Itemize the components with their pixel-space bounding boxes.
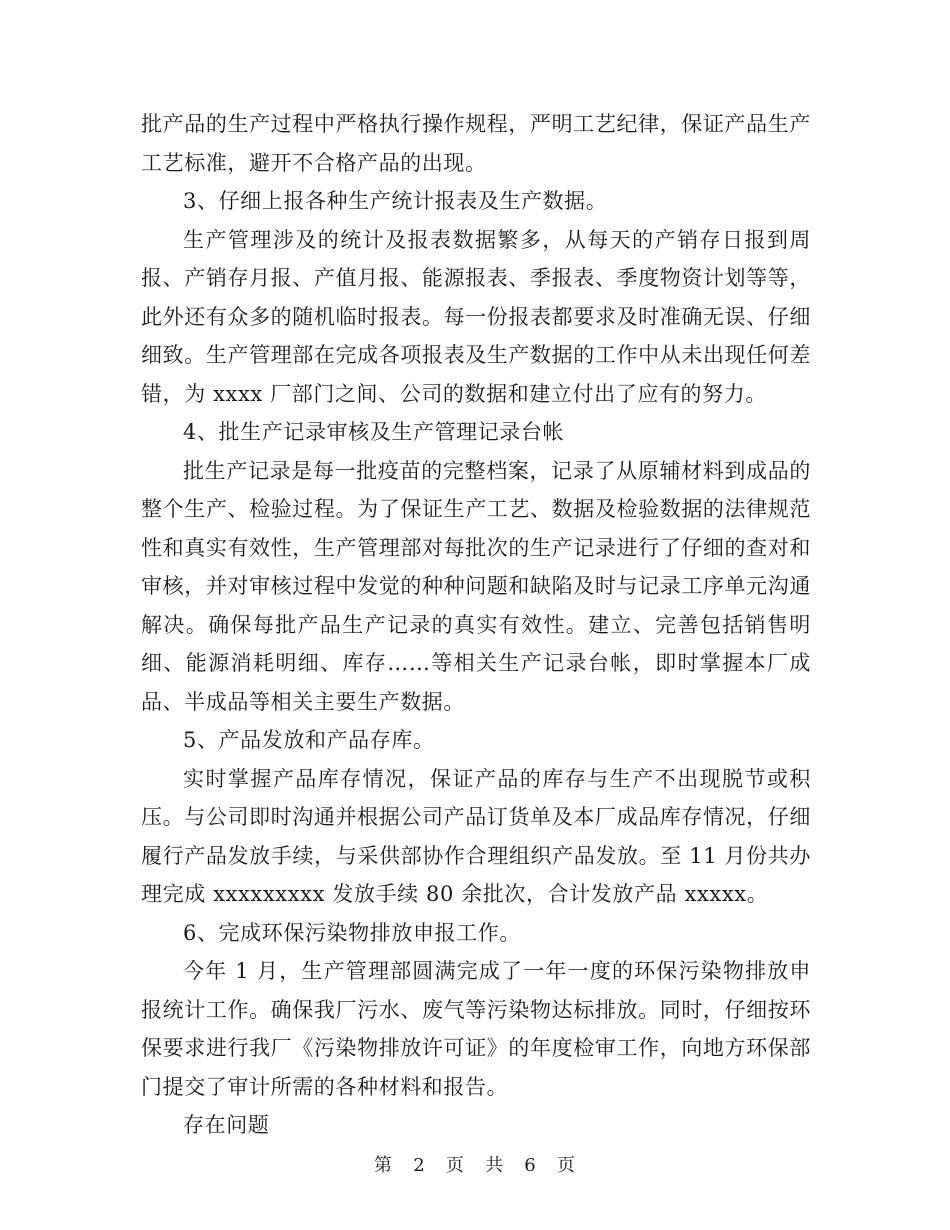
section-heading-problems: 存在问题	[183, 1113, 270, 1137]
footer-prefix: 第	[374, 1155, 394, 1176]
footer-page-word: 页	[445, 1155, 465, 1176]
section-heading-3: 3、仔细上报各种生产统计报表及生产数据。	[183, 189, 608, 213]
footer-total-pages: 6	[524, 1155, 537, 1176]
paragraph-statistics: 生产管理涉及的统计及报表数据繁多，从每天的产销存日报到周报、产销存月报、产值月报、能源报表、季报表、季度物资计划等等，此外还有众多的随机临时报表。每一份报表都要求及时准确无误、仔细细致。生产管理部在完成各项报表及生产数据的工作中从未出现任何差错，为 xxxx 厂部门之间、公司的数据和建立付出了应有的努力。	[141, 227, 811, 406]
document-body	[141, 105, 811, 1145]
footer-total-word: 共	[485, 1155, 505, 1176]
section-heading-6: 6、完成环保污染物排放申报工作。	[183, 920, 521, 945]
paragraph-environmental: 今年 1 月，生产管理部圆满完成了一年一度的环保污染物排放申报统计工作。确保我厂污水、废气等污染物达标排放。同时，仔细按环保要求进行我厂《污染物排放许可证》的年度检审工作，向地方环保部门提交了审计所需的各种材料和报告。	[141, 959, 811, 1099]
section-heading-4: 4、批生产记录审核及生产管理记录台帐	[183, 420, 565, 444]
paragraph-batch-records: 批生产记录是每一批疫苗的完整档案，记录了从原辅材料到成品的整个生产、检验过程。为了保证生产工艺、数据及检验数据的法律规范性和真实有效性，生产管理部对每批次的生产记录进行了仔细的查对和审核，并对审核过程中发觉的种种问题和缺陷及时与记录工序单元沟通解决。确保每批产品生产记录的真实有效性。建立、完善包括销售明细、能源消耗明细、库存……等相关生产记录台帐，即时掌握本厂成品、半成品等相关主要生产数据。	[141, 458, 811, 714]
page-footer	[0, 1151, 950, 1177]
footer-current-page: 2	[413, 1155, 426, 1176]
paragraph-product-release: 实时掌握产品库存情况，保证产品的库存与生产不出现脱节或积压。与公司即时沟通并根据公司产品订货单及本厂成品库存情况，仔细履行产品发放手续，与采供部协作合理组织产品发放。至 11 月份共办理完成 xxxxxxxxx 发放手续 80 余批次，合计发放产品 xxxxx。	[141, 766, 811, 906]
paragraph-continuation: 批产品的生产过程中严格执行操作规程，严明工艺纪律，保证产品生产工艺标准，避开不合格产品的出现。	[141, 112, 811, 175]
footer-suffix: 页	[556, 1155, 576, 1176]
section-heading-5: 5、产品发放和产品存库。	[183, 728, 435, 752]
